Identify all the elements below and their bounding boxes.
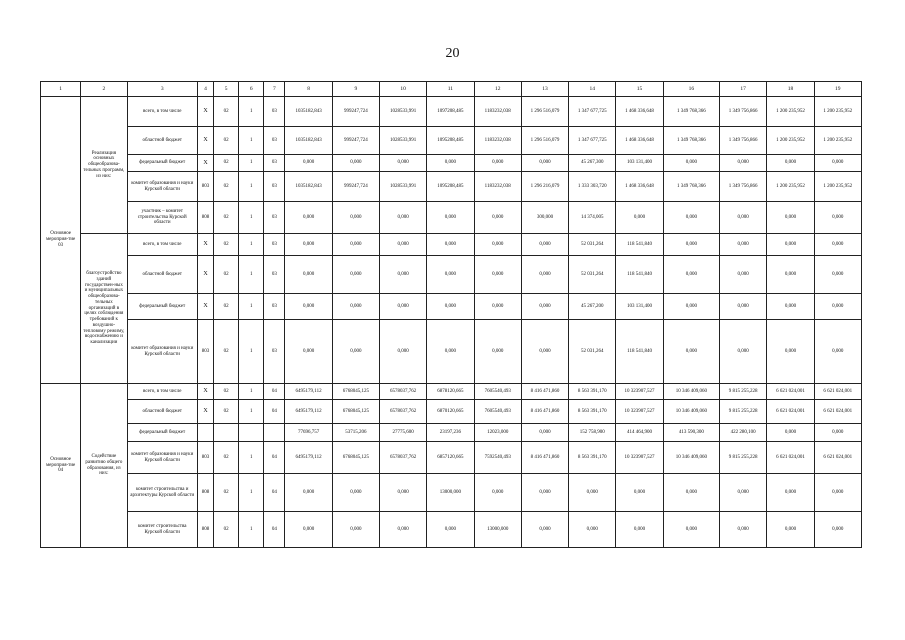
- value-cell: 6857120,665: [427, 442, 474, 474]
- value-cell: 422 280,100: [720, 424, 767, 442]
- funding-source-cell: федеральный бюджет: [127, 155, 197, 172]
- value-cell: 0,000: [521, 155, 568, 172]
- column-header-7: 7: [264, 82, 285, 97]
- value-cell: 0,000: [380, 320, 427, 384]
- code-cell: X: [197, 384, 213, 400]
- value-cell: 0,000: [720, 234, 767, 256]
- event-cell: Основное мероприя-тие 03: [41, 97, 81, 384]
- code-cell: 02: [214, 320, 239, 384]
- value-cell: 999247,724: [332, 97, 379, 127]
- value-cell: 0,000: [380, 512, 427, 548]
- value-cell: 0,000: [814, 155, 861, 172]
- code-cell: 1: [239, 256, 264, 294]
- table-row: [41, 400, 862, 424]
- value-cell: 6578037,762: [380, 400, 427, 424]
- value-cell: 1028533,991: [380, 97, 427, 127]
- value-cell: 6 621 024,001: [767, 384, 814, 400]
- funding-source-cell: федеральный бюджет: [127, 424, 197, 442]
- value-cell: 118 541,840: [616, 234, 663, 256]
- code-cell: 03: [264, 172, 285, 202]
- value-cell: 0,000: [767, 155, 814, 172]
- value-cell: 0,000: [767, 256, 814, 294]
- funding-source-cell: областной бюджет: [127, 400, 197, 424]
- value-cell: 23197,236: [427, 424, 474, 442]
- value-cell: 1097208,485: [427, 97, 474, 127]
- value-cell: 0,000: [521, 320, 568, 384]
- value-cell: 300,000: [521, 202, 568, 234]
- code-cell: 803: [197, 320, 213, 384]
- column-header-17: 17: [720, 82, 767, 97]
- value-cell: 0,000: [814, 294, 861, 320]
- code-cell: 02: [214, 384, 239, 400]
- value-cell: 0,000: [569, 474, 616, 512]
- value-cell: 0,000: [285, 202, 332, 234]
- value-cell: 0,000: [380, 294, 427, 320]
- value-cell: 0,000: [474, 294, 521, 320]
- funding-source-cell: всего, в том числе: [127, 97, 197, 127]
- value-cell: 53715,206: [332, 424, 379, 442]
- funding-source-cell: участник – комитет строительства Курской области: [127, 202, 197, 234]
- funding-source-cell: комитет строительства Курской области: [127, 512, 197, 548]
- value-cell: 0,000: [616, 474, 663, 512]
- value-cell: 0,000: [427, 234, 474, 256]
- column-header-13: 13: [521, 82, 568, 97]
- value-cell: 0,000: [332, 512, 379, 548]
- code-cell: 02: [214, 474, 239, 512]
- table-body: [41, 97, 862, 548]
- code-cell: 03: [264, 127, 285, 155]
- value-cell: 0,000: [474, 155, 521, 172]
- code-cell: 04: [264, 512, 285, 548]
- value-cell: 1 333 303,720: [569, 172, 616, 202]
- value-cell: 0,000: [332, 294, 379, 320]
- value-cell: 0,000: [474, 234, 521, 256]
- value-cell: 0,000: [814, 474, 861, 512]
- value-cell: 1 347 677,725: [569, 127, 616, 155]
- code-cell: 04: [264, 474, 285, 512]
- value-cell: 0,000: [720, 294, 767, 320]
- code-cell: 02: [214, 97, 239, 127]
- code-cell: 02: [214, 442, 239, 474]
- value-cell: 0,000: [474, 474, 521, 512]
- column-header-4: 4: [197, 82, 213, 97]
- value-cell: 0,000: [767, 512, 814, 548]
- value-cell: 6 621 024,001: [814, 400, 861, 424]
- value-cell: 1 349 768,366: [663, 127, 719, 155]
- value-cell: 6878120,665: [427, 384, 474, 400]
- code-cell: 04: [264, 400, 285, 424]
- column-header-14: 14: [569, 82, 616, 97]
- code-cell: 02: [214, 127, 239, 155]
- column-header-18: 18: [767, 82, 814, 97]
- code-cell: X: [197, 127, 213, 155]
- value-cell: 0,000: [663, 256, 719, 294]
- column-header-15: 15: [616, 82, 663, 97]
- code-cell: X: [197, 294, 213, 320]
- value-cell: 0,000: [380, 474, 427, 512]
- funding-source-cell: областной бюджет: [127, 256, 197, 294]
- value-cell: 8 563 391,170: [569, 442, 616, 474]
- value-cell: 1035182,843: [285, 97, 332, 127]
- funding-source-cell: комитет строительства и архитектуры Курской области: [127, 474, 197, 512]
- value-cell: 0,000: [285, 155, 332, 172]
- code-cell: 03: [264, 294, 285, 320]
- value-cell: 1 200 235,952: [814, 172, 861, 202]
- value-cell: 8 416 471,860: [521, 400, 568, 424]
- value-cell: 0,000: [720, 512, 767, 548]
- column-header-11: 11: [427, 82, 474, 97]
- code-cell: 03: [264, 155, 285, 172]
- code-cell: 1: [239, 442, 264, 474]
- column-header-6: 6: [239, 82, 264, 97]
- value-cell: 0,000: [521, 424, 568, 442]
- value-cell: 0,000: [427, 202, 474, 234]
- value-cell: 0,000: [720, 202, 767, 234]
- value-cell: 6768045,125: [332, 384, 379, 400]
- value-cell: 0,000: [427, 320, 474, 384]
- code-cell: 1: [239, 234, 264, 256]
- value-cell: 0,000: [332, 202, 379, 234]
- value-cell: 10 323907,527: [616, 400, 663, 424]
- program-name-cell: благоустройство зданий государствен-ных и муниципальных общеобразова-тельных организаций в целях соблюдения требований к воздушно-тепловому режиму, водоснабжению и канализации: [81, 234, 127, 384]
- value-cell: 103 131,400: [616, 294, 663, 320]
- code-cell: 04: [264, 442, 285, 474]
- code-cell: 02: [214, 512, 239, 548]
- value-cell: 6 621 024,001: [767, 400, 814, 424]
- value-cell: 1 349 756,866: [720, 127, 767, 155]
- code-cell: 04: [264, 384, 285, 400]
- value-cell: 1 200 235,952: [767, 127, 814, 155]
- column-header-1: 1: [41, 82, 81, 97]
- page-number: 20: [445, 46, 460, 61]
- value-cell: 1035182,843: [285, 172, 332, 202]
- value-cell: 1 296 516,079: [521, 97, 568, 127]
- value-cell: 1 200 235,952: [767, 172, 814, 202]
- value-cell: 6495179,112: [285, 400, 332, 424]
- code-cell: [214, 424, 239, 442]
- value-cell: 6578037,762: [380, 384, 427, 400]
- value-cell: 7605540,493: [474, 400, 521, 424]
- funding-source-cell: комитет образования и науки Курской области: [127, 172, 197, 202]
- value-cell: 1183232,038: [474, 127, 521, 155]
- value-cell: 7592540,493: [474, 442, 521, 474]
- value-cell: 10 346 409,060: [663, 384, 719, 400]
- value-cell: 1 296 216,079: [521, 172, 568, 202]
- value-cell: 0,000: [427, 294, 474, 320]
- event-cell: Основное мероприя-тие 04: [41, 384, 81, 548]
- value-cell: 9 815 255,228: [720, 400, 767, 424]
- column-header-2: 2: [81, 82, 127, 97]
- value-cell: 8 563 391,170: [569, 384, 616, 400]
- value-cell: 1 349 768,366: [663, 97, 719, 127]
- value-cell: 0,000: [380, 256, 427, 294]
- value-cell: 1028533,991: [380, 127, 427, 155]
- value-cell: 0,000: [332, 320, 379, 384]
- value-cell: 0,000: [427, 512, 474, 548]
- value-cell: 0,000: [663, 320, 719, 384]
- column-header-5: 5: [214, 82, 239, 97]
- value-cell: 1028533,991: [380, 172, 427, 202]
- code-cell: 03: [264, 256, 285, 294]
- column-header-19: 19: [814, 82, 861, 97]
- value-cell: 9 815 255,228: [720, 384, 767, 400]
- value-cell: 10 323907,527: [616, 442, 663, 474]
- code-cell: 1: [239, 172, 264, 202]
- value-cell: 6870120,665: [427, 400, 474, 424]
- value-cell: 8 416 471,860: [521, 442, 568, 474]
- value-cell: 0,000: [814, 512, 861, 548]
- value-cell: 6578037,762: [380, 442, 427, 474]
- value-cell: 77696,757: [285, 424, 332, 442]
- program-name-cell: Содействие развитию общего образования, из них:: [81, 384, 127, 548]
- funding-source-cell: федеральный бюджет: [127, 294, 197, 320]
- value-cell: 1 296 516,079: [521, 127, 568, 155]
- code-cell: 1: [239, 202, 264, 234]
- code-cell: 1: [239, 320, 264, 384]
- value-cell: 6 621 024,001: [814, 442, 861, 474]
- value-cell: 0,000: [285, 294, 332, 320]
- value-cell: 6 621 024,001: [767, 442, 814, 474]
- value-cell: 1 200 235,952: [814, 97, 861, 127]
- code-cell: X: [197, 155, 213, 172]
- code-cell: 1: [239, 474, 264, 512]
- value-cell: 10 346 409,060: [663, 442, 719, 474]
- code-cell: 03: [264, 202, 285, 234]
- code-cell: 02: [214, 400, 239, 424]
- value-cell: 8 416 471,860: [521, 384, 568, 400]
- value-cell: 52 031,264: [569, 234, 616, 256]
- value-cell: 0,000: [663, 202, 719, 234]
- code-cell: 808: [197, 202, 213, 234]
- value-cell: 1 200 235,952: [767, 97, 814, 127]
- value-cell: 0,000: [814, 424, 861, 442]
- value-cell: 0,000: [285, 474, 332, 512]
- value-cell: 1 468 336,648: [616, 97, 663, 127]
- program-name-cell: Реализация основных общеобразова-тельных программ, из них:: [81, 97, 127, 234]
- code-cell: 03: [264, 320, 285, 384]
- value-cell: 0,000: [521, 474, 568, 512]
- value-cell: 0,000: [720, 155, 767, 172]
- value-cell: 1095208,485: [427, 172, 474, 202]
- code-cell: 808: [197, 512, 213, 548]
- value-cell: 0,000: [285, 234, 332, 256]
- value-cell: 999247,724: [332, 127, 379, 155]
- value-cell: 1183232,038: [474, 172, 521, 202]
- value-cell: 6768045,125: [332, 442, 379, 474]
- value-cell: 152 758,900: [569, 424, 616, 442]
- value-cell: 0,000: [521, 234, 568, 256]
- code-cell: [239, 424, 264, 442]
- value-cell: 1 468 336,648: [616, 127, 663, 155]
- value-cell: 1035182,843: [285, 127, 332, 155]
- value-cell: 999247,724: [332, 172, 379, 202]
- value-cell: 0,000: [332, 155, 379, 172]
- table-row: [41, 234, 862, 256]
- table-row: [41, 320, 862, 384]
- value-cell: 1183232,038: [474, 97, 521, 127]
- code-cell: [197, 424, 213, 442]
- value-cell: 1 349 768,366: [663, 172, 719, 202]
- code-cell: 1: [239, 97, 264, 127]
- value-cell: 0,000: [663, 155, 719, 172]
- value-cell: 0,000: [521, 256, 568, 294]
- funding-source-cell: всего, в том числе: [127, 384, 197, 400]
- value-cell: 45 267,200: [569, 294, 616, 320]
- column-header-10: 10: [380, 82, 427, 97]
- code-cell: 808: [197, 474, 213, 512]
- value-cell: 0,000: [285, 256, 332, 294]
- value-cell: 14 374,005: [569, 202, 616, 234]
- code-cell: 03: [264, 234, 285, 256]
- value-cell: 0,000: [521, 294, 568, 320]
- value-cell: 6768045,125: [332, 400, 379, 424]
- value-cell: 0,000: [616, 202, 663, 234]
- value-cell: 0,000: [814, 320, 861, 384]
- value-cell: 52 031,264: [569, 320, 616, 384]
- value-cell: 0,000: [767, 424, 814, 442]
- table-row: [41, 474, 862, 512]
- code-cell: 02: [214, 155, 239, 172]
- code-cell: 02: [214, 202, 239, 234]
- header-row: [41, 82, 862, 97]
- code-cell: X: [197, 256, 213, 294]
- value-cell: 1095208,485: [427, 127, 474, 155]
- value-cell: 0,000: [663, 294, 719, 320]
- column-header-12: 12: [474, 82, 521, 97]
- value-cell: 1 347 677,725: [569, 97, 616, 127]
- value-cell: 0,000: [285, 320, 332, 384]
- code-cell: 803: [197, 172, 213, 202]
- value-cell: 1 349 756,866: [720, 97, 767, 127]
- table-row: [41, 512, 862, 548]
- value-cell: 6495179,112: [285, 442, 332, 474]
- value-cell: 13000,000: [474, 512, 521, 548]
- value-cell: 1 468 336,648: [616, 172, 663, 202]
- value-cell: 13000,000: [427, 474, 474, 512]
- value-cell: 0,000: [720, 474, 767, 512]
- table-row: [41, 155, 862, 172]
- value-cell: 0,000: [332, 234, 379, 256]
- code-cell: 02: [214, 172, 239, 202]
- table-row: [41, 442, 862, 474]
- table-row: [41, 97, 862, 127]
- code-cell: X: [197, 97, 213, 127]
- value-cell: 7605540,493: [474, 384, 521, 400]
- value-cell: 45 267,300: [569, 155, 616, 172]
- value-cell: 0,000: [814, 234, 861, 256]
- code-cell: X: [197, 400, 213, 424]
- value-cell: 414 464,900: [616, 424, 663, 442]
- value-cell: 9 815 255,228: [720, 442, 767, 474]
- column-header-3: 3: [127, 82, 197, 97]
- value-cell: 1 349 756,866: [720, 172, 767, 202]
- value-cell: 10 346 409,060: [663, 400, 719, 424]
- value-cell: 0,000: [767, 202, 814, 234]
- value-cell: 27775,600: [380, 424, 427, 442]
- code-cell: 1: [239, 294, 264, 320]
- value-cell: 0,000: [427, 256, 474, 294]
- value-cell: 6 621 024,001: [814, 384, 861, 400]
- value-cell: 118 541,840: [616, 256, 663, 294]
- value-cell: 8 563 391,170: [569, 400, 616, 424]
- code-cell: 02: [214, 256, 239, 294]
- value-cell: 0,000: [474, 202, 521, 234]
- code-cell: [264, 424, 285, 442]
- value-cell: 103 131,400: [616, 155, 663, 172]
- code-cell: 03: [264, 97, 285, 127]
- value-cell: 6495179,112: [285, 384, 332, 400]
- value-cell: 0,000: [427, 155, 474, 172]
- value-cell: 0,000: [663, 474, 719, 512]
- value-cell: 0,000: [474, 320, 521, 384]
- value-cell: 0,000: [814, 256, 861, 294]
- code-cell: 1: [239, 155, 264, 172]
- budget-table: [40, 81, 862, 548]
- value-cell: 0,000: [814, 202, 861, 234]
- column-header-8: 8: [285, 82, 332, 97]
- value-cell: 118 541,840: [616, 320, 663, 384]
- column-header-9: 9: [332, 82, 379, 97]
- table-row: [41, 202, 862, 234]
- value-cell: 0,000: [663, 234, 719, 256]
- value-cell: 0,000: [521, 512, 568, 548]
- value-cell: 0,000: [332, 474, 379, 512]
- value-cell: 0,000: [767, 234, 814, 256]
- funding-source-cell: комитет образования и науки Курской области: [127, 442, 197, 474]
- funding-source-cell: комитет образования и науки Курской области: [127, 320, 197, 384]
- value-cell: 0,000: [767, 320, 814, 384]
- column-header-16: 16: [663, 82, 719, 97]
- table-row: [41, 424, 862, 442]
- code-cell: 1: [239, 400, 264, 424]
- value-cell: 1 200 235,952: [814, 127, 861, 155]
- code-cell: 1: [239, 512, 264, 548]
- value-cell: 0,000: [663, 512, 719, 548]
- value-cell: 0,000: [569, 512, 616, 548]
- value-cell: 0,000: [332, 256, 379, 294]
- code-cell: 1: [239, 127, 264, 155]
- value-cell: 0,000: [720, 256, 767, 294]
- value-cell: 0,000: [720, 320, 767, 384]
- table-row: [41, 256, 862, 294]
- value-cell: 0,000: [616, 512, 663, 548]
- code-cell: 02: [214, 234, 239, 256]
- table-row: [41, 172, 862, 202]
- table-row: [41, 384, 862, 400]
- code-cell: 1: [239, 384, 264, 400]
- value-cell: 52 031,264: [569, 256, 616, 294]
- code-cell: 02: [214, 294, 239, 320]
- value-cell: 12023,000: [474, 424, 521, 442]
- value-cell: 0,000: [767, 294, 814, 320]
- table-row: [41, 127, 862, 155]
- value-cell: 413 590,300: [663, 424, 719, 442]
- value-cell: 0,000: [380, 155, 427, 172]
- value-cell: 0,000: [380, 234, 427, 256]
- funding-source-cell: областной бюджет: [127, 127, 197, 155]
- value-cell: 0,000: [285, 512, 332, 548]
- funding-source-cell: всего, в том числе: [127, 234, 197, 256]
- value-cell: 10 323907,527: [616, 384, 663, 400]
- code-cell: 803: [197, 442, 213, 474]
- value-cell: 0,000: [767, 474, 814, 512]
- code-cell: X: [197, 234, 213, 256]
- table-row: [41, 294, 862, 320]
- value-cell: 0,000: [380, 202, 427, 234]
- value-cell: 0,000: [474, 256, 521, 294]
